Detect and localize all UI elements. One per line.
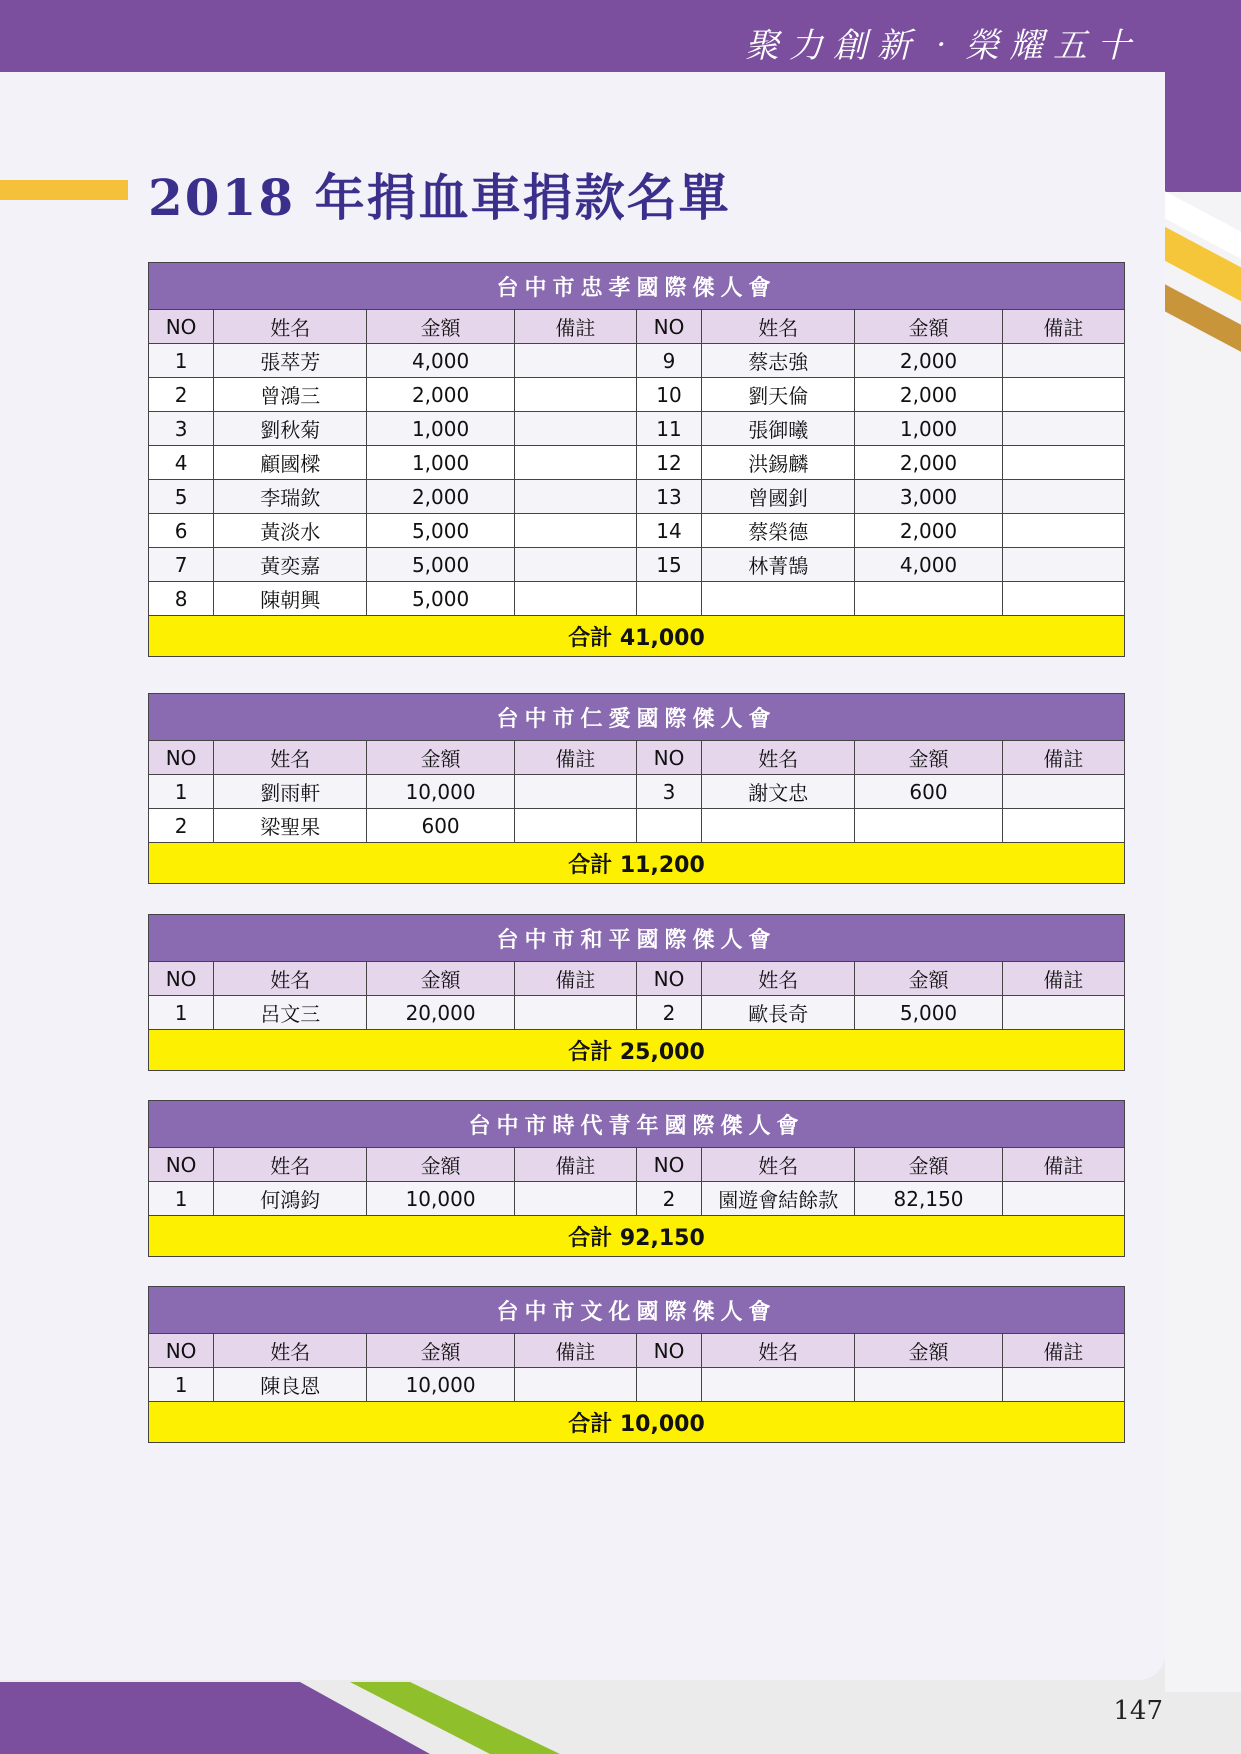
total-row	[149, 1216, 1125, 1257]
column-header-name: 姓名	[214, 310, 367, 344]
column-header-row	[149, 310, 1125, 344]
column-header-amount: 金額	[855, 310, 1002, 344]
column-header-amount: 金額	[367, 962, 514, 996]
donor-name: 劉秋菊	[214, 412, 367, 446]
donor-number: 1	[149, 344, 214, 378]
column-header-note: 備註	[1002, 962, 1124, 996]
donor-name: 劉雨軒	[214, 775, 367, 809]
donation-section	[148, 914, 1125, 1071]
table-row	[149, 378, 1125, 412]
donation-table	[148, 693, 1125, 884]
column-header-name: 姓名	[702, 1148, 855, 1182]
donation-amount: 4,000	[367, 344, 514, 378]
donor-number	[636, 582, 701, 616]
top-banner	[0, 0, 1241, 72]
donor-note	[1002, 775, 1124, 809]
donation-amount: 600	[367, 809, 514, 843]
column-header-note: 備註	[514, 310, 636, 344]
donor-note	[514, 775, 636, 809]
column-header-amount: 金額	[367, 741, 514, 775]
donor-number: 5	[149, 480, 214, 514]
donation-amount: 5,000	[855, 996, 1002, 1030]
donor-number: 4	[149, 446, 214, 480]
section-total: 合計 41,000	[149, 616, 1125, 657]
donor-note	[514, 480, 636, 514]
column-header-amount: 金額	[367, 310, 514, 344]
donor-number: 2	[149, 378, 214, 412]
page-number: 147	[1113, 1696, 1163, 1726]
donor-number: 10	[636, 378, 701, 412]
donor-number: 2	[636, 1182, 701, 1216]
donor-number: 15	[636, 548, 701, 582]
donation-amount: 5,000	[367, 514, 514, 548]
total-row	[149, 1402, 1125, 1443]
donor-name: 園遊會結餘款	[702, 1182, 855, 1216]
column-header-no: NO	[636, 310, 701, 344]
donation-amount: 2,000	[855, 344, 1002, 378]
donation-table	[148, 1286, 1125, 1443]
table-row	[149, 446, 1125, 480]
donor-note	[514, 514, 636, 548]
club-name: 台中市文化國際傑人會	[149, 1287, 1125, 1334]
donation-amount	[855, 582, 1002, 616]
column-header-amount: 金額	[367, 1148, 514, 1182]
donation-section	[148, 262, 1125, 657]
table-row	[149, 514, 1125, 548]
donation-amount: 1,000	[367, 446, 514, 480]
column-header-name: 姓名	[214, 1334, 367, 1368]
column-header-no: NO	[149, 962, 214, 996]
donor-name: 林菁鵠	[702, 548, 855, 582]
donor-number: 11	[636, 412, 701, 446]
donor-name: 陳朝興	[214, 582, 367, 616]
donor-name: 李瑞欽	[214, 480, 367, 514]
donor-name: 謝文忠	[702, 775, 855, 809]
donation-amount: 600	[855, 775, 1002, 809]
column-header-name: 姓名	[214, 1148, 367, 1182]
donor-note	[514, 996, 636, 1030]
club-header-row	[149, 1101, 1125, 1148]
donor-number: 1	[149, 1368, 214, 1402]
donor-note	[1002, 412, 1124, 446]
donor-note	[514, 344, 636, 378]
column-header-name: 姓名	[702, 310, 855, 344]
column-header-no: NO	[149, 1334, 214, 1368]
club-name: 台中市忠孝國際傑人會	[149, 263, 1125, 310]
column-header-note: 備註	[514, 1334, 636, 1368]
column-header-no: NO	[149, 310, 214, 344]
donor-name: 陳良恩	[214, 1368, 367, 1402]
column-header-amount: 金額	[855, 962, 1002, 996]
donor-name: 張萃芳	[214, 344, 367, 378]
table-row	[149, 775, 1125, 809]
donor-note	[1002, 480, 1124, 514]
donation-section	[148, 1100, 1125, 1257]
donor-name: 洪錫麟	[702, 446, 855, 480]
total-row	[149, 843, 1125, 884]
club-header-row	[149, 263, 1125, 310]
donor-name	[702, 582, 855, 616]
donation-table	[148, 1100, 1125, 1257]
column-header-note: 備註	[514, 741, 636, 775]
donor-name	[702, 1368, 855, 1402]
donor-note	[1002, 514, 1124, 548]
donor-number: 7	[149, 548, 214, 582]
donation-amount: 10,000	[367, 1368, 514, 1402]
donor-name: 黃奕嘉	[214, 548, 367, 582]
donor-number: 13	[636, 480, 701, 514]
column-header-amount: 金額	[367, 1334, 514, 1368]
column-header-note: 備註	[514, 962, 636, 996]
donor-name: 張御曦	[702, 412, 855, 446]
donor-number	[636, 809, 701, 843]
page-title: 2018 年捐血車捐款名單	[148, 168, 731, 227]
club-header-row	[149, 1287, 1125, 1334]
donor-number: 9	[636, 344, 701, 378]
donor-name: 蔡志強	[702, 344, 855, 378]
donor-number: 1	[149, 1182, 214, 1216]
column-header-amount: 金額	[855, 741, 1002, 775]
club-header-row	[149, 694, 1125, 741]
column-header-note: 備註	[1002, 741, 1124, 775]
column-header-note: 備註	[1002, 1334, 1124, 1368]
donation-amount: 5,000	[367, 582, 514, 616]
donor-number: 1	[149, 775, 214, 809]
section-total: 合計 92,150	[149, 1216, 1125, 1257]
column-header-amount: 金額	[855, 1334, 1002, 1368]
donor-name: 歐長奇	[702, 996, 855, 1030]
column-header-no: NO	[149, 1148, 214, 1182]
donor-name: 黃淡水	[214, 514, 367, 548]
donor-note	[514, 1368, 636, 1402]
donation-amount: 1,000	[855, 412, 1002, 446]
column-header-no: NO	[636, 1148, 701, 1182]
donor-number: 6	[149, 514, 214, 548]
column-header-amount: 金額	[855, 1148, 1002, 1182]
donor-note	[514, 809, 636, 843]
donor-number: 14	[636, 514, 701, 548]
donation-table	[148, 914, 1125, 1071]
club-name: 台中市仁愛國際傑人會	[149, 694, 1125, 741]
donor-name: 何鴻鈞	[214, 1182, 367, 1216]
donation-amount: 2,000	[367, 378, 514, 412]
donor-note	[514, 548, 636, 582]
club-name: 台中市時代青年國際傑人會	[149, 1101, 1125, 1148]
table-row	[149, 412, 1125, 446]
corner-tab	[1165, 72, 1241, 192]
column-header-name: 姓名	[702, 741, 855, 775]
donation-amount: 20,000	[367, 996, 514, 1030]
section-total: 合計 11,200	[149, 843, 1125, 884]
column-header-row	[149, 741, 1125, 775]
donor-name: 蔡榮德	[702, 514, 855, 548]
column-header-no: NO	[636, 741, 701, 775]
column-header-name: 姓名	[214, 962, 367, 996]
donor-name: 顧國樑	[214, 446, 367, 480]
donor-number: 2	[636, 996, 701, 1030]
total-row	[149, 1030, 1125, 1071]
donation-amount: 2,000	[855, 446, 1002, 480]
donor-note	[1002, 1368, 1124, 1402]
donor-note	[1002, 1182, 1124, 1216]
column-header-note: 備註	[1002, 310, 1124, 344]
donation-amount	[855, 1368, 1002, 1402]
donor-note	[1002, 378, 1124, 412]
donor-name: 劉天倫	[702, 378, 855, 412]
section-total: 合計 10,000	[149, 1402, 1125, 1443]
column-header-no: NO	[636, 1334, 701, 1368]
table-row	[149, 1182, 1125, 1216]
table-row	[149, 1368, 1125, 1402]
donor-number: 3	[149, 412, 214, 446]
donation-section	[148, 693, 1125, 884]
table-row	[149, 548, 1125, 582]
club-header-row	[149, 915, 1125, 962]
column-header-row	[149, 962, 1125, 996]
donation-table	[148, 262, 1125, 657]
column-header-no: NO	[636, 962, 701, 996]
donor-name: 曾國釗	[702, 480, 855, 514]
donation-amount: 82,150	[855, 1182, 1002, 1216]
donor-note	[1002, 582, 1124, 616]
donation-amount	[855, 809, 1002, 843]
donor-note	[1002, 446, 1124, 480]
section-total: 合計 25,000	[149, 1030, 1125, 1071]
column-header-no: NO	[149, 741, 214, 775]
table-row	[149, 344, 1125, 378]
donor-number: 3	[636, 775, 701, 809]
table-row	[149, 582, 1125, 616]
donor-name: 梁聖果	[214, 809, 367, 843]
total-row	[149, 616, 1125, 657]
donation-section	[148, 1286, 1125, 1443]
club-name: 台中市和平國際傑人會	[149, 915, 1125, 962]
bottom-purple-band	[0, 1682, 430, 1754]
donor-note	[514, 412, 636, 446]
donor-number: 12	[636, 446, 701, 480]
donation-amount: 2,000	[367, 480, 514, 514]
column-header-note: 備註	[514, 1148, 636, 1182]
donor-number: 1	[149, 996, 214, 1030]
donor-number: 8	[149, 582, 214, 616]
donor-name	[702, 809, 855, 843]
donor-note	[514, 582, 636, 616]
table-row	[149, 809, 1125, 843]
column-header-name: 姓名	[702, 1334, 855, 1368]
column-header-note: 備註	[1002, 1148, 1124, 1182]
header-slogan: 聚力創新‧榮耀五十	[745, 26, 1141, 66]
donor-number: 2	[149, 809, 214, 843]
donation-amount: 2,000	[855, 378, 1002, 412]
donation-amount: 2,000	[855, 514, 1002, 548]
column-header-name: 姓名	[702, 962, 855, 996]
donor-note	[1002, 344, 1124, 378]
column-header-row	[149, 1148, 1125, 1182]
donor-note	[1002, 548, 1124, 582]
table-row	[149, 480, 1125, 514]
donation-amount: 1,000	[367, 412, 514, 446]
donor-note	[514, 446, 636, 480]
donation-amount: 10,000	[367, 1182, 514, 1216]
donation-amount: 3,000	[855, 480, 1002, 514]
column-header-row	[149, 1334, 1125, 1368]
donor-number	[636, 1368, 701, 1402]
column-header-name: 姓名	[214, 741, 367, 775]
donation-amount: 5,000	[367, 548, 514, 582]
donation-amount: 10,000	[367, 775, 514, 809]
donor-name: 曾鴻三	[214, 378, 367, 412]
table-row	[149, 996, 1125, 1030]
donor-note	[1002, 996, 1124, 1030]
donor-note	[514, 378, 636, 412]
donation-amount: 4,000	[855, 548, 1002, 582]
title-accent-bar	[0, 180, 128, 200]
donor-note	[514, 1182, 636, 1216]
donor-note	[1002, 809, 1124, 843]
donor-name: 呂文三	[214, 996, 367, 1030]
